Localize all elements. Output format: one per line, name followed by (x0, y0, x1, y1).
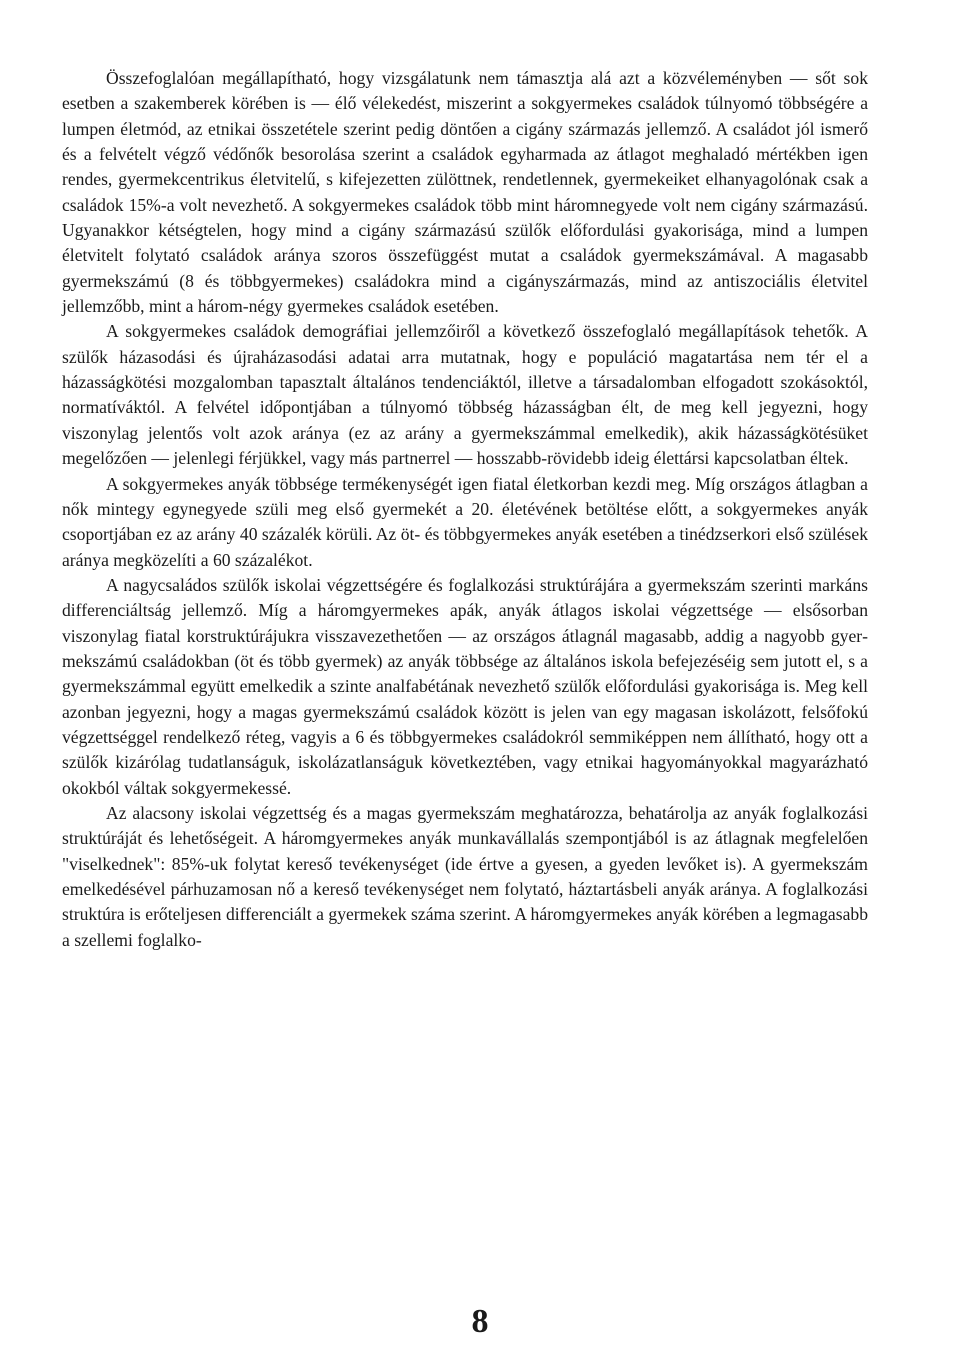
document-body (62, 66, 868, 953)
page-number: 8 (471, 1303, 489, 1340)
paragraph-1: Összefoglalóan megállapítható, hogy vizsgálatunk nem támasztja alá azt a közvéleményben — sőt sok esetben a szakemberek körében is — élő vélekedést, miszerint a sokgyermekes családok túlnyomó többségére a lumpen életmód, az etnikai összetétele szerint pedig döntően a cigány származás jellemző. A családot jól ismerő és a felvételt végző védőnők besorolása szerint a családok egyharmada az átlagot meghaladó mértékben igen rendes, gyermekcentrikus életvitelű, s kifejezetten zülöttnek, rendetlennek, gyermekeiket elhanyagolónak csak a családok 15%-a volt nevezhető. A sokgyermekes családok több mint háromnegyede volt nem cigány származású. Ugyanakkor kétségtelen, hogy mind a cigány származású szülők előfordulási gyakorisága, mind a lumpen életvitelt folytató családok aránya szoros összefüggést mutat a családok gyermekszámával. A magasabb gyermekszámú (8 és többgyermekes) családokra mind a cigányszármazás, mind az antiszociális életvitel jellemzőbb, mint a három-négy gyermekes családok esetében. (62, 68, 868, 317)
paragraph-4: A nagycsaládos szülők iskolai végzettségére és foglalkozási struktúrájára a gyermekszám szerinti markáns differenciáltság jellemző. Míg a háromgyermekes apák, anyák átlagos iskolai végzettsége — elsősorban viszonylag fiatal korstruktúrájukra visszavezethetően — az országos átlagnál magasabb, addig a nagyobb gyermekszámú családokban (öt és több gyermek) az anyák többsége az általános iskola befejezéséig sem jutott el, s a gyermekszámmal együtt emelkedik a szinte analfabétának nevezhető szülők előfordulási gyakorisága is. Meg kell azonban jegyezni, hogy a magas gyermekszámú családok között is jelen van egy magasan iskolázott, felsőfokú végzettséggel rendelkező réteg, vagyis a 6 és többgyermekes családokról semmiképpen nem állítható, hogy ott a szülők kizárólag tudatlanságuk, iskolázatlanságuk következtében, vagy etnikai hagyományokkal magyarázható okokból váltak sokgyermekessé. (62, 574, 868, 798)
paragraph-5: Az alacsony iskolai végzettség és a magas gyermekszám meghatározza, behatárolja az anyák foglalkozási struktúráját és lehetőségeit. A háromgyermekes anyák munkavállalás szempontjából is az átlagnak megfelelően "viselkednek": 85%-uk folytat kereső tevékenységet (ide értve a gyesen, a gyeden levőket is). A gyermekszám emelkedésével párhuzamosan nő a kereső tevékenységet nem folytató, háztartásbeli anyák aránya. A foglalkozási struktúra is erőteljesen differenciált a gyermekek száma szerint. A háromgyermekes anyák körében a legmagasabb a szellemi foglalko- (62, 802, 868, 950)
paragraph-3: A sokgyermekes anyák többsége termékenységét igen fiatal életkorban kezdi meg. Míg országos átlagban a nők mintegy egynegyede szüli meg első gyermekét a 20. életévének betöltése előtt, a sokgyermekes anyák csoportjában ez az arány 40 százalék körüli. Az öt- és többgyermekes anyák esetében a tinédzserkori első szülések aránya megközelíti a 60 százalékot. (62, 473, 868, 570)
paragraph-2: A sokgyermekes családok demográfiai jellemzőiről a következő összefoglaló megállapítások tehetők. A szülők házasodási és újraházasodási adatai arra mutatnak, hogy e populáció magatartása nem tér el a házasságkötési mozgalomban tapasztalt általános tendenciáktól, illetve a társadalomban elfogadott szokásoktól, normatíváktól. A felvétel időpontjában a túlnyomó többség házasságban élt, de meg kell jegyezni, hogy viszonylag jelentős volt azok aránya (ez az arány a gyermekszámmal emelkedik), akik házasságkötésüket megelőzően — jelenlegi férjükkel, vagy más partnerrel — hosszabb-rövidebb ideig élettársi kapcsolatban éltek. (62, 321, 868, 469)
